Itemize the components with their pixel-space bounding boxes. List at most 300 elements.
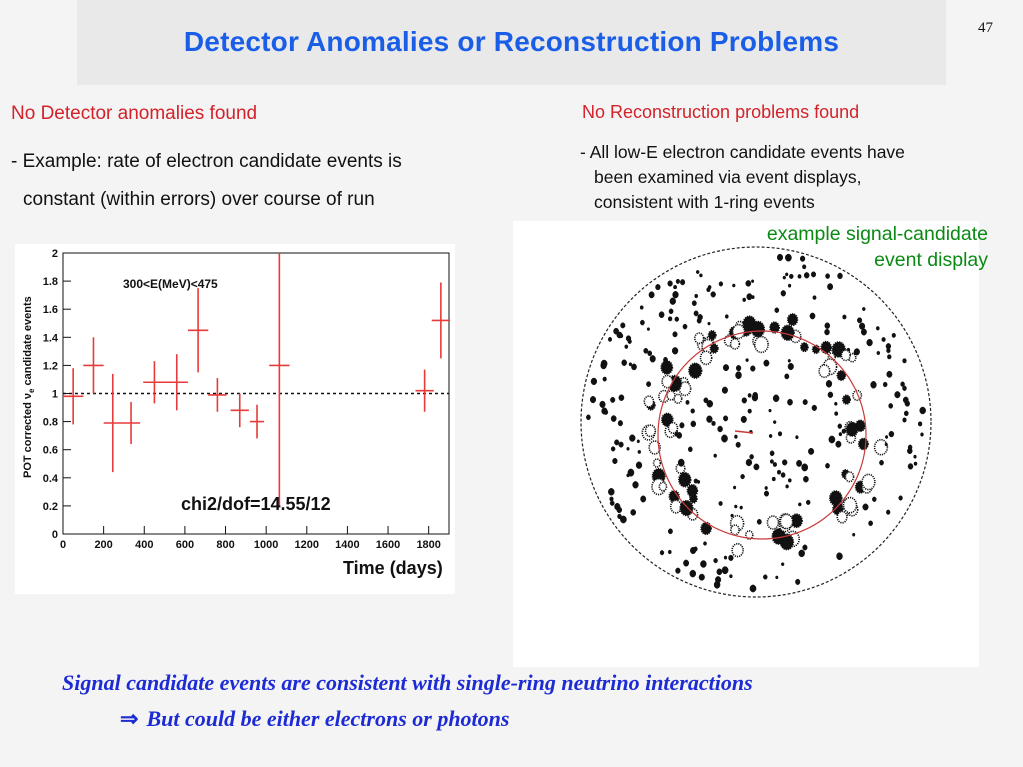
pmt-hit bbox=[678, 459, 684, 466]
y-tick-label: 0.4 bbox=[42, 472, 58, 485]
pmt-hit bbox=[673, 285, 676, 289]
pmt-hit bbox=[700, 561, 706, 568]
pmt-hit bbox=[724, 556, 727, 559]
pmt-hit bbox=[627, 447, 630, 450]
event-display-svg bbox=[513, 221, 979, 667]
pmt-hit bbox=[862, 474, 875, 489]
x-tick-label: 1600 bbox=[375, 539, 401, 551]
pmt-hit bbox=[733, 325, 745, 339]
pmt-hit bbox=[631, 509, 636, 515]
right-body-line-1: - All low-E electron candidate events have bbox=[580, 142, 905, 162]
pmt-hit bbox=[672, 347, 678, 354]
x-tick-label: 200 bbox=[94, 539, 113, 551]
pmt-hit bbox=[719, 501, 723, 505]
pmt-hit bbox=[886, 510, 890, 515]
pmt-hit bbox=[765, 486, 768, 489]
pmt-hit bbox=[638, 450, 641, 453]
pmt-hit bbox=[601, 362, 607, 369]
y-tick-label: 0.6 bbox=[42, 444, 58, 457]
pmt-hit bbox=[629, 435, 635, 442]
pmt-hit bbox=[852, 533, 855, 536]
pmt-hit bbox=[785, 374, 789, 379]
right-body-line-3: consistent with 1-ring events bbox=[594, 192, 815, 212]
chart-y-label-sub: e bbox=[27, 388, 36, 394]
rate-chart-svg bbox=[15, 244, 455, 594]
pmt-hit bbox=[600, 401, 606, 408]
y-tick-label: 2 bbox=[51, 248, 58, 260]
pmt-hit bbox=[619, 395, 624, 401]
pmt-hit bbox=[640, 306, 643, 310]
pmt-hit bbox=[619, 442, 624, 447]
pmt-hit bbox=[801, 343, 808, 352]
data-point bbox=[83, 337, 103, 393]
pmt-hit bbox=[691, 409, 695, 413]
pmt-hit bbox=[689, 363, 702, 378]
pmt-hit bbox=[889, 403, 893, 408]
pmt-hit bbox=[736, 372, 742, 379]
pmt-hit bbox=[703, 542, 706, 546]
conclusion bbox=[62, 665, 753, 737]
pmt-hit bbox=[785, 273, 788, 276]
pmt-hit bbox=[802, 464, 808, 471]
pmt-hit bbox=[838, 273, 843, 279]
y-tick-label: 0.8 bbox=[42, 416, 58, 429]
pmt-hit bbox=[747, 294, 752, 300]
rate-vs-time-plot bbox=[15, 244, 455, 594]
y-tick-label: 1.6 bbox=[42, 304, 58, 317]
pmt-hit bbox=[697, 318, 701, 323]
pmt-hit bbox=[680, 279, 685, 285]
pmt-hit bbox=[659, 482, 666, 490]
data-point bbox=[143, 361, 165, 403]
pmt-hit bbox=[819, 365, 830, 377]
pmt-hit bbox=[838, 424, 842, 429]
pmt-hit bbox=[810, 313, 815, 319]
pmt-hit bbox=[613, 458, 618, 464]
pmt-hit bbox=[861, 329, 866, 335]
pmt-hit bbox=[608, 337, 611, 341]
pmt-hit bbox=[670, 298, 676, 305]
pmt-hit bbox=[611, 447, 615, 452]
pmt-hit bbox=[844, 498, 857, 513]
pmt-hit bbox=[722, 567, 728, 574]
pmt-hit bbox=[804, 272, 809, 278]
pmt-hit bbox=[669, 309, 673, 314]
pmt-hit bbox=[895, 391, 901, 398]
title-band bbox=[77, 0, 946, 85]
pmt-hit bbox=[825, 323, 830, 329]
pmt-hit bbox=[903, 397, 908, 403]
chart-y-label-suffix: candidate events bbox=[22, 296, 34, 389]
pmt-hit bbox=[778, 432, 782, 436]
pmt-hit bbox=[901, 382, 905, 387]
pmt-hit bbox=[723, 416, 728, 421]
pmt-hit bbox=[734, 435, 737, 439]
pmt-hit bbox=[764, 491, 769, 496]
pmt-hit bbox=[854, 349, 860, 356]
pmt-hit bbox=[732, 284, 735, 287]
pmt-hit bbox=[625, 345, 628, 349]
pmt-hit bbox=[742, 398, 747, 404]
right-body bbox=[580, 140, 905, 215]
data-point bbox=[208, 378, 226, 412]
pmt-hit bbox=[770, 460, 773, 464]
pmt-hit bbox=[908, 464, 913, 470]
pmt-hit bbox=[836, 441, 841, 447]
data-point bbox=[122, 402, 140, 444]
pmt-hit bbox=[859, 323, 865, 330]
data-point bbox=[231, 394, 249, 428]
pmt-hit bbox=[722, 387, 728, 394]
pmt-hit bbox=[777, 470, 781, 474]
pmt-hit bbox=[821, 342, 831, 354]
pmt-hit bbox=[725, 315, 728, 319]
pmt-hit bbox=[885, 435, 888, 438]
pmt-hit bbox=[886, 343, 891, 349]
pmt-hit bbox=[843, 315, 847, 319]
data-point bbox=[188, 288, 208, 372]
pmt-hit bbox=[731, 339, 740, 349]
pmt-hit bbox=[646, 382, 650, 387]
pmt-hit bbox=[688, 447, 692, 452]
pmt-hit bbox=[867, 339, 873, 346]
pmt-hit bbox=[712, 421, 716, 425]
x-tick-label: 800 bbox=[216, 539, 235, 551]
right-heading: No Reconstruction problems found bbox=[582, 102, 860, 122]
pmt-hit bbox=[729, 555, 734, 561]
pmt-hit bbox=[614, 328, 619, 334]
pmt-hit bbox=[837, 511, 847, 522]
pmt-hit bbox=[715, 576, 721, 583]
y-tick-label: 1.2 bbox=[42, 360, 58, 373]
x-tick-label: 1800 bbox=[416, 539, 441, 551]
pmt-hit bbox=[699, 274, 702, 277]
pmt-hit bbox=[842, 429, 846, 433]
pmt-hit bbox=[683, 324, 687, 329]
pmt-hit bbox=[877, 351, 880, 355]
pmt-hit bbox=[769, 409, 772, 412]
pmt-hit bbox=[610, 397, 615, 402]
pmt-hit bbox=[649, 292, 654, 298]
data-point bbox=[415, 370, 433, 412]
pmt-hit bbox=[808, 448, 814, 454]
pmt-hit bbox=[636, 462, 642, 469]
pmt-hit bbox=[723, 364, 729, 370]
pmt-hit bbox=[780, 514, 792, 528]
pmt-hit bbox=[675, 317, 679, 322]
pmt-hit bbox=[879, 460, 883, 465]
pmt-hit bbox=[892, 333, 896, 337]
pmt-hit bbox=[798, 503, 801, 506]
chart-y-label-prefix: POT corrected ν bbox=[22, 393, 34, 478]
pmt-hit bbox=[920, 407, 926, 414]
pmt-hit bbox=[754, 464, 759, 470]
pmt-hit bbox=[591, 378, 597, 385]
pmt-hit bbox=[903, 359, 907, 363]
pmt-hit bbox=[734, 505, 737, 508]
pmt-hit bbox=[863, 504, 869, 510]
y-tick-label: 1.8 bbox=[42, 276, 58, 289]
pmt-hit bbox=[772, 477, 775, 481]
pmt-hit bbox=[732, 544, 743, 557]
pmt-hit bbox=[740, 506, 743, 509]
pmt-hit bbox=[690, 570, 696, 577]
pmt-hit bbox=[803, 399, 808, 404]
pmt-hit bbox=[859, 439, 868, 450]
left-body-line-1: - Example: rate of electron candidate events is bbox=[11, 151, 402, 172]
pmt-hit bbox=[889, 431, 894, 437]
pmt-hit bbox=[799, 550, 805, 557]
pmt-hit bbox=[829, 436, 835, 443]
x-tick-label: 400 bbox=[135, 539, 154, 551]
pmt-hit bbox=[660, 550, 664, 555]
caption-line-2: event display bbox=[874, 249, 988, 271]
pmt-hit bbox=[721, 435, 727, 442]
x-tick-label: 1400 bbox=[335, 539, 360, 551]
pmt-hit bbox=[627, 474, 630, 477]
pmt-hit bbox=[704, 398, 708, 403]
pmt-hit bbox=[736, 365, 741, 371]
x-tick-label: 1000 bbox=[253, 539, 279, 551]
pmt-hit bbox=[668, 529, 672, 534]
pmt-hit bbox=[875, 440, 888, 455]
pmt-hit bbox=[611, 416, 616, 422]
x-tick-label: 1200 bbox=[294, 539, 320, 551]
pmt-hit bbox=[857, 318, 862, 323]
pmt-hit bbox=[614, 440, 619, 445]
pmt-hit bbox=[882, 337, 886, 341]
pmt-hit bbox=[659, 312, 664, 318]
pmt-hit bbox=[899, 496, 903, 501]
pmt-hit bbox=[839, 432, 842, 436]
pmt-hit bbox=[787, 399, 792, 405]
pmt-hit bbox=[826, 274, 830, 279]
pmt-hit bbox=[826, 380, 832, 387]
pmt-hit bbox=[644, 348, 648, 353]
pmt-hit bbox=[763, 575, 767, 580]
detector-outline bbox=[581, 247, 931, 597]
pmt-hit bbox=[676, 568, 681, 574]
pmt-hit bbox=[699, 574, 705, 580]
pmt-hit bbox=[751, 280, 754, 283]
pmt-hit bbox=[650, 355, 656, 362]
pmt-hit bbox=[825, 463, 829, 468]
conclusion-line-2: But could be either electrons or photons bbox=[146, 706, 510, 731]
chart-annotation: 300<E(MeV)<475 bbox=[123, 277, 218, 291]
x-tick-label: 600 bbox=[175, 539, 195, 551]
pmt-hit bbox=[673, 332, 678, 337]
pmt-hit bbox=[646, 425, 656, 436]
x-tick-label: 0 bbox=[59, 539, 67, 551]
pmt-hit bbox=[746, 280, 751, 286]
pmt-hit bbox=[746, 359, 749, 362]
pmt-hit bbox=[869, 521, 873, 526]
pmt-hit bbox=[680, 423, 685, 429]
pmt-hit bbox=[679, 473, 691, 487]
pmt-hit bbox=[773, 421, 776, 424]
conclusion-line-1: Signal candidate events are consistent with single-ring neutrino interactions bbox=[62, 670, 753, 695]
data-point bbox=[166, 354, 188, 410]
pmt-hit bbox=[667, 391, 675, 400]
pmt-hit bbox=[751, 322, 764, 337]
pmt-hit bbox=[741, 474, 745, 479]
pmt-hit bbox=[750, 366, 755, 372]
pmt-hit bbox=[862, 307, 865, 310]
pmt-hit bbox=[622, 360, 627, 366]
pmt-hit bbox=[608, 488, 614, 495]
chart-y-axis-label bbox=[22, 296, 36, 478]
page-number: 47 bbox=[978, 20, 993, 36]
pmt-hit bbox=[750, 454, 754, 459]
pmt-hit bbox=[707, 416, 713, 423]
pmt-hit bbox=[764, 360, 769, 366]
y-tick-label: 1.4 bbox=[42, 332, 58, 345]
pmt-hit bbox=[714, 558, 718, 563]
pmt-hit bbox=[755, 337, 768, 353]
pmt-hit bbox=[783, 276, 786, 279]
pmt-hit bbox=[846, 423, 857, 436]
right-body-line-2: been examined via event displays, bbox=[594, 167, 862, 187]
pmt-hit bbox=[711, 292, 716, 298]
pmt-hit bbox=[637, 440, 640, 443]
pmt-hit bbox=[883, 382, 887, 387]
pmt-hit bbox=[741, 416, 747, 423]
pmt-hit bbox=[750, 585, 756, 592]
pmt-hit bbox=[841, 350, 850, 360]
pmt-hit bbox=[708, 322, 711, 325]
pmt-hit bbox=[701, 351, 712, 364]
pmt-hit bbox=[796, 460, 801, 466]
pmt-hit bbox=[798, 274, 801, 278]
pmt-hit bbox=[746, 459, 752, 466]
pmt-hit bbox=[736, 442, 741, 447]
pmt-hit bbox=[914, 462, 917, 466]
pmt-hit bbox=[697, 480, 700, 483]
slide-title: Detector Anomalies or Reconstruction Problems bbox=[183, 26, 840, 57]
pmt-hit bbox=[786, 485, 789, 489]
pmt-hit bbox=[695, 294, 698, 298]
pmt-hit bbox=[668, 550, 671, 554]
pmt-hit bbox=[752, 394, 758, 401]
pmt-hit bbox=[782, 460, 787, 466]
pmt-hit bbox=[648, 351, 652, 356]
pmt-hit bbox=[752, 295, 755, 298]
pmt-hit bbox=[904, 411, 908, 416]
y-tick-label: 0.2 bbox=[42, 500, 58, 513]
event-display-panel bbox=[513, 221, 979, 667]
pmt-hit bbox=[631, 364, 636, 370]
pmt-hit bbox=[914, 455, 917, 458]
pmt-hit bbox=[717, 569, 722, 575]
pmt-hit bbox=[710, 344, 718, 353]
pmt-hit bbox=[668, 281, 673, 287]
pmt-hit bbox=[828, 392, 833, 398]
pmt-hit bbox=[719, 282, 723, 287]
pmt-hit bbox=[775, 308, 779, 313]
pmt-hit bbox=[610, 497, 614, 501]
conclusion-line-2-wrap bbox=[62, 701, 753, 737]
data-point bbox=[250, 405, 264, 439]
pmt-hit bbox=[633, 481, 639, 488]
pmt-hit bbox=[694, 547, 698, 552]
left-body bbox=[11, 143, 402, 219]
pmt-hit bbox=[767, 516, 778, 529]
pmt-hit bbox=[789, 274, 793, 279]
pmt-hit bbox=[656, 284, 661, 290]
pmt-hit bbox=[837, 553, 843, 560]
pmt-hit bbox=[781, 473, 785, 478]
pmt-hit bbox=[748, 393, 751, 397]
pmt-hit bbox=[812, 405, 817, 411]
pmt-hit bbox=[618, 420, 623, 426]
pmt-hit bbox=[661, 361, 672, 374]
pmt-hit bbox=[776, 576, 779, 579]
pmt-hit bbox=[781, 290, 786, 296]
data-point bbox=[104, 374, 122, 472]
pmt-hit bbox=[825, 329, 830, 335]
event-display-caption bbox=[640, 221, 988, 273]
pmt-hit bbox=[729, 575, 732, 578]
pmt-hit bbox=[757, 519, 761, 524]
pmt-hit bbox=[788, 314, 798, 325]
left-heading: No Detector anomalies found bbox=[11, 103, 258, 124]
implies-arrow: ⇒ bbox=[120, 706, 139, 731]
pmt-hit bbox=[686, 400, 689, 404]
pmt-hit bbox=[694, 311, 698, 316]
pmt-hit bbox=[708, 285, 711, 289]
pmt-hit bbox=[788, 363, 794, 370]
pmt-hit bbox=[731, 514, 734, 517]
pmt-hit bbox=[835, 412, 838, 416]
pmt-hit bbox=[680, 501, 693, 516]
pmt-hit bbox=[743, 298, 746, 302]
pmt-hit bbox=[603, 377, 607, 381]
pmt-hit bbox=[628, 339, 632, 343]
pmt-hit bbox=[907, 448, 912, 454]
pmt-hit bbox=[610, 501, 614, 506]
pmt-hit bbox=[714, 454, 717, 458]
data-point bbox=[432, 283, 450, 359]
y-tick-label: 1 bbox=[51, 388, 58, 401]
pmt-hit bbox=[788, 359, 791, 362]
pmt-hit bbox=[748, 409, 752, 413]
pmt-hit bbox=[813, 296, 816, 300]
caption-line-1: example signal-candidate bbox=[766, 223, 988, 245]
pmt-hit bbox=[871, 381, 877, 388]
data-point bbox=[63, 368, 83, 424]
pmt-hit bbox=[647, 328, 650, 331]
pmt-hit bbox=[586, 415, 590, 420]
pmt-hit bbox=[675, 432, 678, 436]
pmt-hit bbox=[668, 317, 672, 321]
pmt-hit bbox=[604, 410, 608, 415]
pmt-hit bbox=[617, 507, 622, 513]
pmt-hit bbox=[676, 279, 680, 283]
left-body-line-2: constant (within errors) over course of run bbox=[23, 189, 375, 210]
pmt-hit bbox=[872, 497, 876, 502]
pmt-hit bbox=[709, 331, 716, 340]
pmt-hit bbox=[803, 545, 808, 550]
pmt-hit bbox=[692, 301, 696, 306]
pmt-hit bbox=[843, 395, 850, 404]
pmt-hit bbox=[827, 284, 832, 290]
pmt-hit bbox=[590, 396, 596, 403]
pmt-hit bbox=[781, 563, 784, 566]
pmt-hit bbox=[770, 451, 774, 456]
pmt-hit bbox=[733, 486, 736, 489]
pmt-hit bbox=[921, 433, 924, 437]
y-tick-label: 0 bbox=[51, 529, 58, 541]
